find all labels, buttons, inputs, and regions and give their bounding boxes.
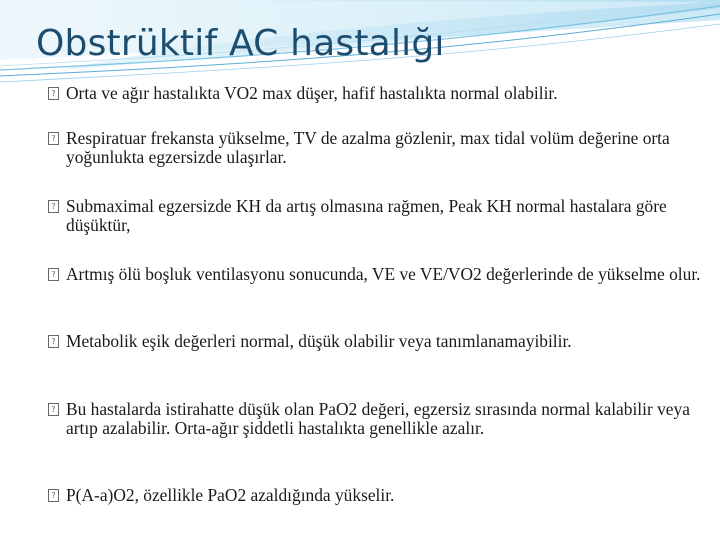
bullet-item [48, 400, 706, 438]
bullet-text: Artmış ölü boşluk ventilasyonu sonucunda, VE ve VE/VO2 değerlerinde de yükselme olur. [66, 264, 701, 284]
bullet-text: Submaximal egzersizde KH da artış olmasına rağmen, Peak KH normal hastalara göre düşüktür, [66, 196, 667, 235]
bullet-item [48, 332, 706, 351]
missing-glyph-box-icon: ? [48, 489, 59, 502]
bullet-item [48, 84, 706, 103]
bullet-text: Respiratuar frekansta yükselme, TV de azalma gözlenir, max tidal volüm değerine orta yoğunlukta egzersizde ulaşırlar. [66, 128, 670, 167]
missing-glyph-box-icon: ? [48, 87, 59, 100]
bullet-item [48, 265, 706, 284]
bullet-item [48, 197, 706, 235]
slide-title: Obstrüktif AC hastalığı [36, 23, 445, 64]
missing-glyph-box-icon: ? [48, 335, 59, 348]
bullet-text: Metabolik eşik değerleri normal, düşük olabilir veya tanımlanamayibilir. [66, 331, 572, 351]
missing-glyph-box-icon: ? [48, 268, 59, 281]
bullet-item [48, 129, 706, 167]
missing-glyph-box-icon: ? [48, 403, 59, 416]
missing-glyph-box-icon: ? [48, 132, 59, 145]
bullet-text: P(A-a)O2, özellikle PaO2 azaldığında yükselir. [66, 485, 395, 505]
bullet-text: Orta ve ağır hastalıkta VO2 max düşer, hafif hastalıkta normal olabilir. [66, 83, 558, 103]
bullet-item [48, 486, 706, 505]
bullet-text: Bu hastalarda istirahatte düşük olan PaO2 değeri, egzersiz sırasında normal kalabilir veya artıp azalabilir. Orta-ağır şiddetli hastalıkta genellikle azalır. [66, 399, 690, 438]
missing-glyph-box-icon: ? [48, 200, 59, 213]
